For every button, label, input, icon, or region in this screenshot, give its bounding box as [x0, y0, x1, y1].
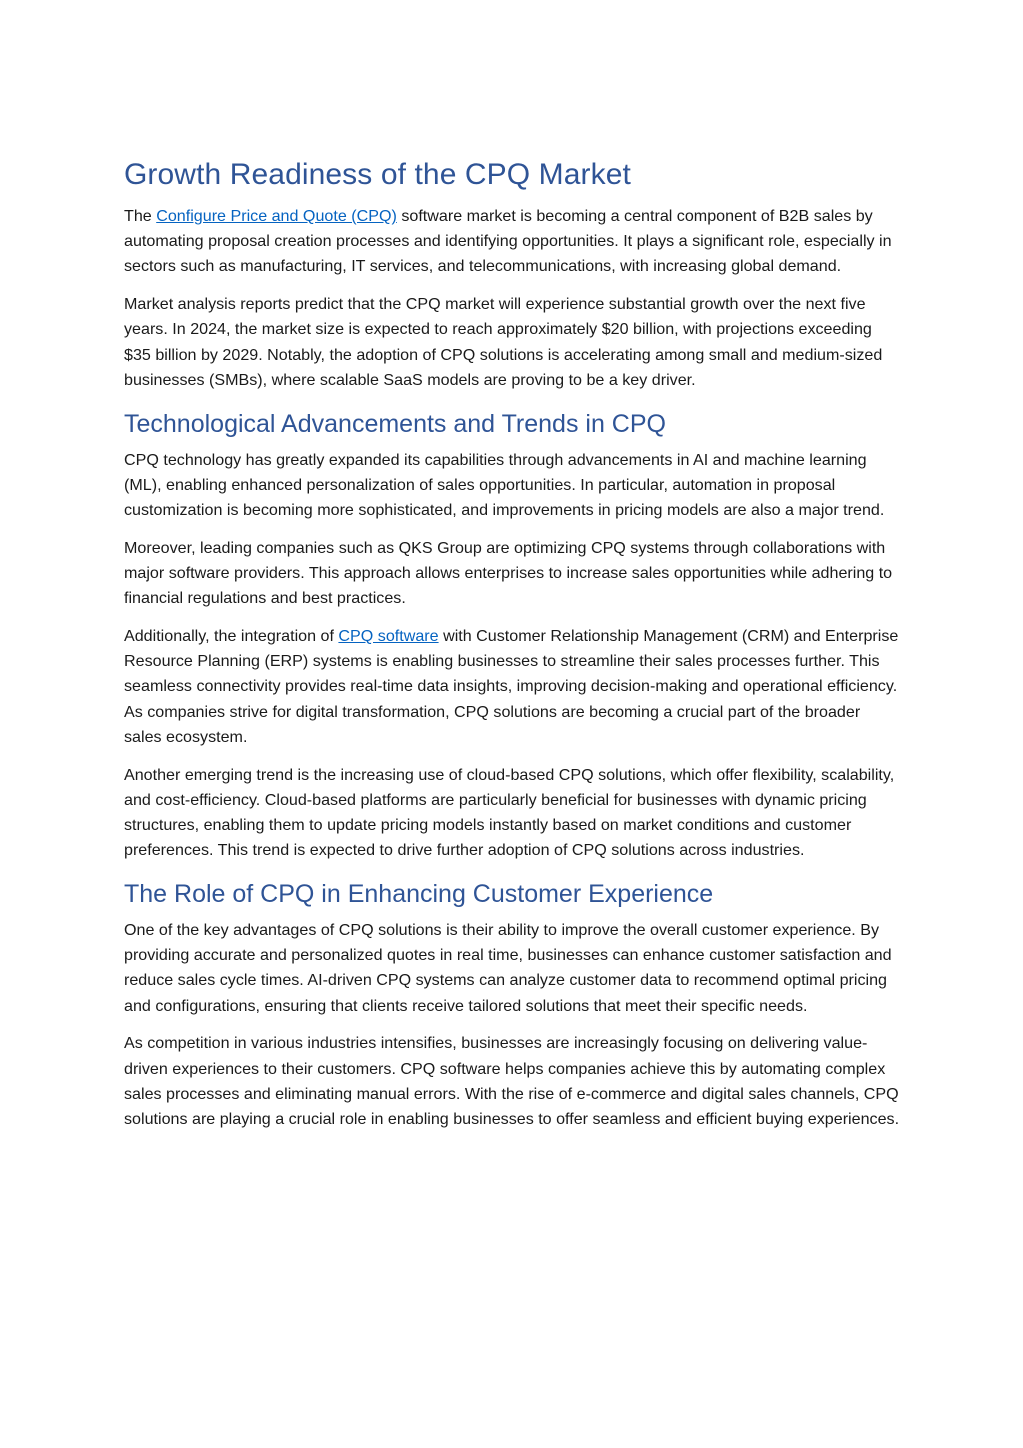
section-heading-tech-advancements: Technological Advancements and Trends in CPQ [124, 409, 666, 438]
paragraph-cloud-trend: Another emerging trend is the increasing use of cloud-based CPQ solutions, which offer flexibility, scalability, and cost-efficiency. Cloud-based platforms are particularly beneficial for businesses with dynamic pricing structures, enabling them to update pricing models instantly based on market conditions and customer preferences. This trend is expected to drive further adoption of CPQ solutions across industries. [124, 765, 895, 860]
paragraph-crm-erp-integration [124, 624, 902, 750]
cpq-software-link[interactable]: CPQ software [338, 627, 439, 646]
paragraph-cpq-intro [124, 204, 902, 280]
paragraph-text: The [124, 207, 157, 225]
paragraph-text: software market is becoming a central component of B2B sales by automating proposal creation processes and identifying opportunities. It plays a significant role, especially in sectors such as manufacturing, IT services, and telecommunications, with increasing global demand. [124, 207, 892, 276]
paragraph-text: Additionally, the integration of [124, 627, 339, 646]
paragraph-market-analysis: Market analysis reports predict that the CPQ market will experience substantial growth over the next five years. In 2024, the market size is expected to reach approximately $20 billion, with projections exceeding $35 billion by 2029. Notably, the adoption of CPQ solutions is accelerating among small and medium-sized businesses (SMBs), where scalable SaaS models are proving to be a key driver. [124, 295, 883, 389]
cpq-definition-link[interactable]: Configure Price and Quote (CPQ) [156, 207, 397, 225]
paragraph-competition: As competition in various industries intensifies, businesses are increasingly focusing on delivering value-driven experiences to their customers. CPQ software helps companies achieve this by automating complex sales processes and eliminating manual errors. With the rise of e-commerce and digital sales channels, CPQ solutions are playing a crucial role in enabling businesses to offer seamless and efficient buying experiences. [124, 1034, 900, 1129]
paragraph-text: with Customer Relationship Management (CRM) and Enterprise Resource Planning (ERP) systems is enabling businesses to streamline their sales processes further. This seamless connectivity provides real-time data insights, improving decision-making and operational efficiency. As companies strive for digital transformation, CPQ solutions are becoming a crucial part of the broader sales ecosystem. [124, 627, 899, 746]
paragraph-qks-group: Moreover, leading companies such as QKS Group are optimizing CPQ systems through collaborations with major software providers. This approach allows enterprises to increase sales opportunities while adhering to financial regulations and best practices. [124, 538, 893, 608]
document-page [124, 152, 902, 1145]
paragraph-customer-advantages: One of the key advantages of CPQ solutions is their ability to improve the overall customer experience. By providing accurate and personalized quotes in real time, businesses can enhance customer satisfaction and reduce sales cycle times. AI-driven CPQ systems can analyze customer data to recommend optimal pricing and configurations, ensuring that clients receive tailored solutions that meet their specific needs. [124, 921, 892, 1015]
section-heading-customer-experience: The Role of CPQ in Enhancing Customer Experience [124, 880, 714, 909]
section-heading-growth-readiness: Growth Readiness of the CPQ Market [124, 158, 631, 191]
paragraph-ai-ml: CPQ technology has greatly expanded its capabilities through advancements in AI and machine learning (ML), enabling enhanced personalization of sales opportunities. In particular, automation in proposal customization is becoming more sophisticated, and improvements in pricing models are also a major trend. [124, 450, 885, 520]
